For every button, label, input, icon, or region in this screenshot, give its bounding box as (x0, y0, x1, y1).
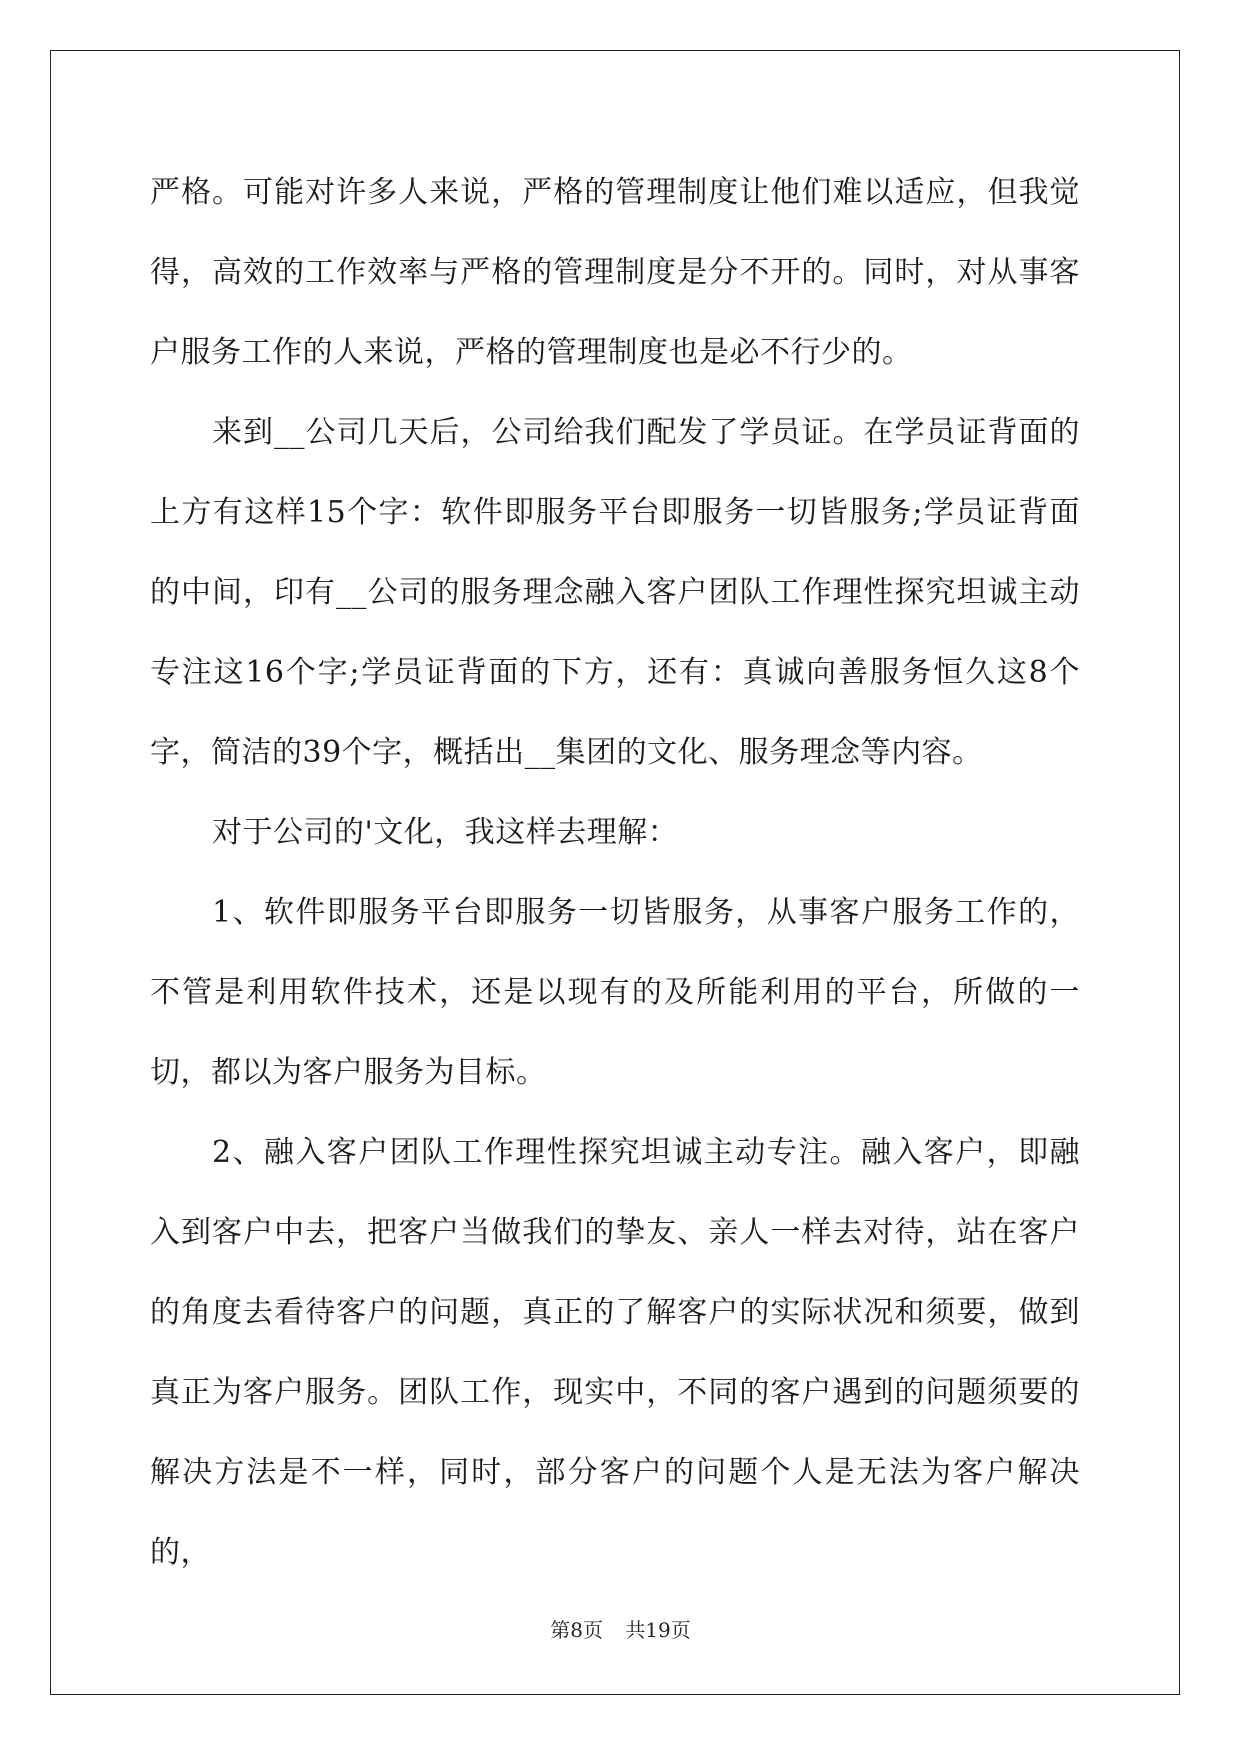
paragraph-2: 来到__公司几天后，公司给我们配发了学员证。在学员证背面的上方有这样15个字：软件即服务平台即服务一切皆服务;学员证背面的中间，印有__公司的服务理念融入客户团队工作理性探究坦诚主动专注这16个字;学员证背面的下方，还有：真诚向善服务恒久这8个字，简洁的39个字，概括出__集团的文化、服务理念等内容。 (150, 415, 1080, 770)
page-number: 第8页 (550, 1618, 603, 1642)
paragraph-1: 严格。可能对许多人来说，严格的管理制度让他们难以适应，但我觉得，高效的工作效率与严格的管理制度是分不开的。同时，对从事客户服务工作的人来说，严格的管理制度也是必不行少的。 (150, 175, 1080, 370)
page-total: 共19页 (625, 1618, 691, 1642)
page-footer (0, 1614, 1241, 1643)
paragraph-4: 1、软件即服务平台即服务一切皆服务，从事客户服务工作的，不管是利用软件技术，还是以现有的及所能利用的平台，所做的一切，都以为客户服务为目标。 (150, 895, 1080, 1090)
document-body (150, 153, 1080, 1593)
paragraph-3: 对于公司的'文化，我这样去理解： (212, 815, 679, 850)
paragraph-5: 2、融入客户团队工作理性探究坦诚主动专注。融入客户，即融入到客户中去，把客户当做我们的挚友、亲人一样去对待，站在客户的角度去看待客户的问题，真正的了解客户的实际状况和须要，做到真正为客户服务。团队工作，现实中，不同的客户遇到的问题须要的解决方法是不一样，同时，部分客户的问题个人是无法为客户解决的， (150, 1135, 1080, 1570)
